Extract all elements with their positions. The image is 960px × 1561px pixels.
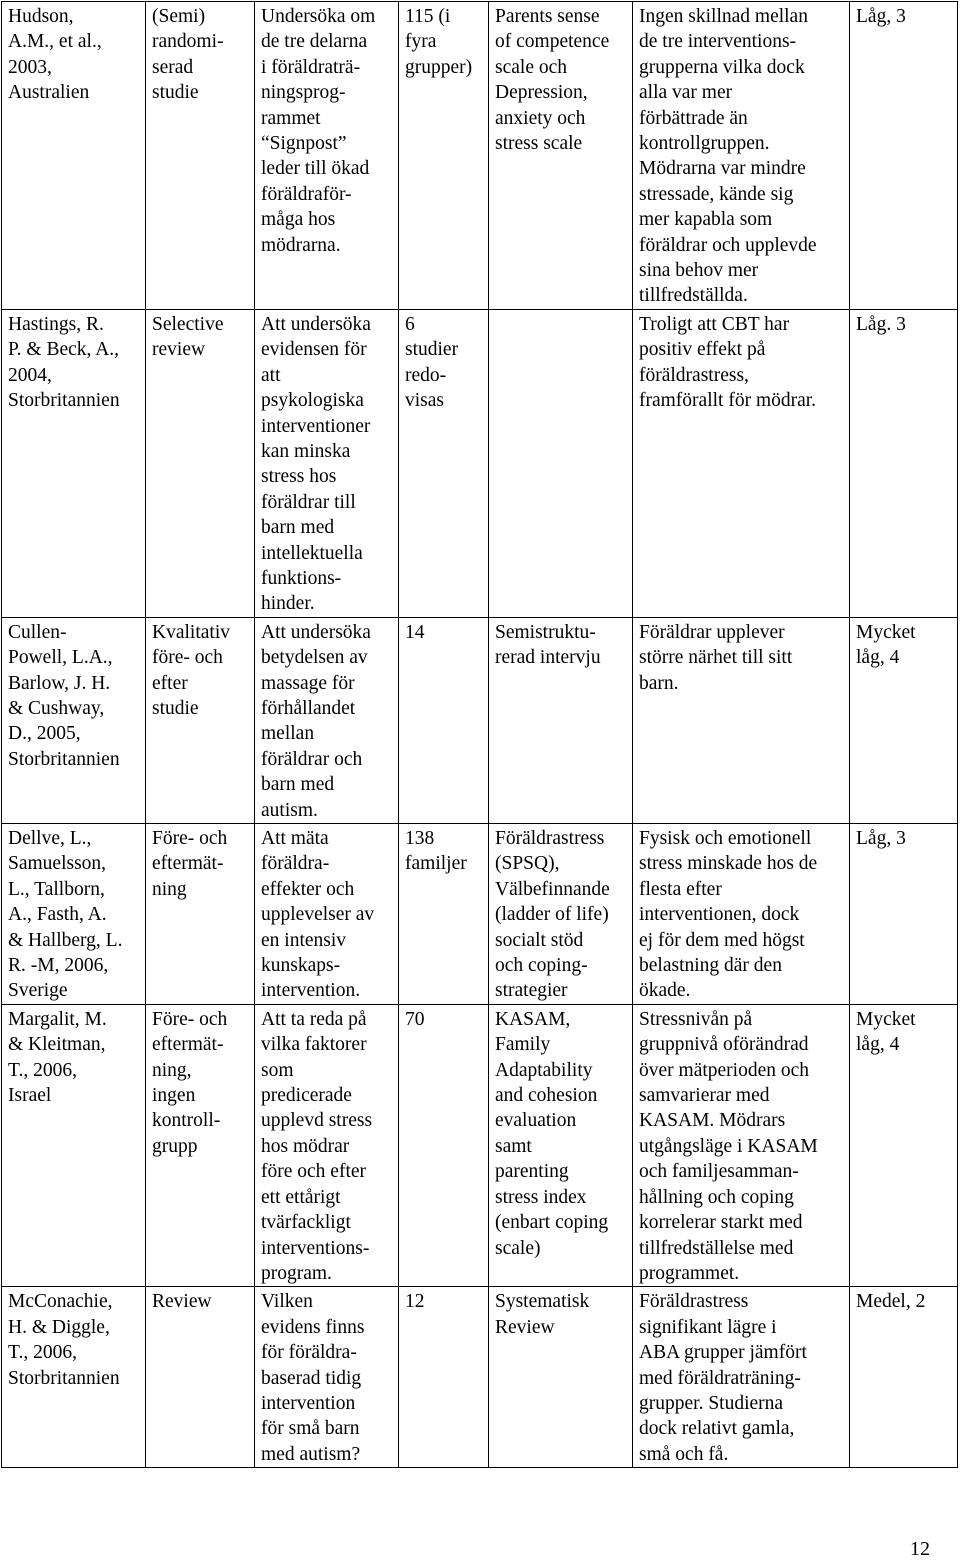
results-cell: Stressnivån på gruppnivå oförändrad över mätperioden och samvarierar med KASAM. Mödrars utgångsläge i KASAM och familjesamman- hållning och coping korrelerar starkt med tillfredställelse med programmet. xyxy=(633,1004,850,1286)
page-number: 12 xyxy=(910,1538,930,1560)
quality-cell: Låg, 3 xyxy=(850,2,958,310)
quality-cell: Mycket låg, 4 xyxy=(850,617,958,823)
design-cell: Före- och eftermät- ning, ingen kontroll- grupp xyxy=(146,1004,255,1286)
design-cell: Selective review xyxy=(146,309,255,617)
quality-cell: Mycket låg, 4 xyxy=(850,1004,958,1286)
design-cell: Före- och eftermät- ning xyxy=(146,824,255,1005)
results-cell: Ingen skillnad mellan de tre interventions- grupperna vilka dock alla var mer förbättrade än kontrollgruppen. Mödrarna var mindre stressade, kände sig mer kapabla som föräldrar och upplevde sina behov mer tillfredställda. xyxy=(633,2,850,310)
table-row xyxy=(2,617,958,823)
measures-cell: Föräldrastress (SPSQ), Välbefinnande (ladder of life) socialt stöd och coping- strategier xyxy=(489,824,633,1005)
design-cell: Kvalitativ före- och efter studie xyxy=(146,617,255,823)
measures-cell: Semistruktu- rerad intervju xyxy=(489,617,633,823)
table-row xyxy=(2,1004,958,1286)
results-cell: Föräldrar upplever större närhet till sitt barn. xyxy=(633,617,850,823)
sample-cell: 6 studier redo- visas xyxy=(399,309,489,617)
aim-cell: Att ta reda på vilka faktorer som predicerade upplevd stress hos mödrar före och efter ett ettårigt tvärfackligt interventions- program. xyxy=(255,1004,399,1286)
author-cell: Hudson, A.M., et al., 2003, Australien xyxy=(2,2,146,310)
design-cell: Review xyxy=(146,1287,255,1468)
table-row xyxy=(2,309,958,617)
aim-cell: Att mäta föräldra- effekter och upplevelser av en intensiv kunskaps- intervention. xyxy=(255,824,399,1005)
aim-cell: Vilken evidens finns för föräldra- baserad tidig intervention för små barn med autism? xyxy=(255,1287,399,1468)
measures-cell: Parents sense of competence scale och Depression, anxiety och stress scale xyxy=(489,2,633,310)
quality-cell: Låg, 3 xyxy=(850,824,958,1005)
sample-cell: 14 xyxy=(399,617,489,823)
table-row xyxy=(2,2,958,310)
author-cell: Hastings, R. P. & Beck, A., 2004, Storbritannien xyxy=(2,309,146,617)
quality-cell: Låg. 3 xyxy=(850,309,958,617)
measures-cell: KASAM, Family Adaptability and cohesion evaluation samt parenting stress index (enbart coping scale) xyxy=(489,1004,633,1286)
design-cell: (Semi) randomi- serad studie xyxy=(146,2,255,310)
aim-cell: Att undersöka evidensen för att psykologiska interventioner kan minska stress hos föräldrar till barn med intellektuella funktions- hinder. xyxy=(255,309,399,617)
author-cell: McConachie, H. & Diggle, T., 2006, Storbritannien xyxy=(2,1287,146,1468)
aim-cell: Att undersöka betydelsen av massage för förhållandet mellan föräldrar och barn med autism. xyxy=(255,617,399,823)
results-cell: Fysisk och emotionell stress minskade hos de flesta efter interventionen, dock ej för dem med högst belastning där den ökade. xyxy=(633,824,850,1005)
table-row xyxy=(2,1287,958,1468)
author-cell: Cullen- Powell, L.A., Barlow, J. H. & Cushway, D., 2005, Storbritannien xyxy=(2,617,146,823)
quality-cell: Medel, 2 xyxy=(850,1287,958,1468)
measures-cell xyxy=(489,309,633,617)
results-cell: Föräldrastress signifikant lägre i ABA grupper jämfört med föräldraträning- grupper. Studierna dock relativt gamla, små och få. xyxy=(633,1287,850,1468)
study-review-table xyxy=(1,1,958,1468)
sample-cell: 138 familjer xyxy=(399,824,489,1005)
results-cell: Troligt att CBT har positiv effekt på föräldrastress, framförallt för mödrar. xyxy=(633,309,850,617)
sample-cell: 115 (i fyra grupper) xyxy=(399,2,489,310)
sample-cell: 70 xyxy=(399,1004,489,1286)
author-cell: Dellve, L., Samuelsson, L., Tallborn, A., Fasth, A. & Hallberg, L. R. -M, 2006, Sverige xyxy=(2,824,146,1005)
author-cell: Margalit, M. & Kleitman, T., 2006, Israel xyxy=(2,1004,146,1286)
sample-cell: 12 xyxy=(399,1287,489,1468)
measures-cell: Systematisk Review xyxy=(489,1287,633,1468)
aim-cell: Undersöka om de tre delarna i föräldraträ- ningsprog- rammet “Signpost” leder till ökad föräldraför- måga hos mödrarna. xyxy=(255,2,399,310)
table-row xyxy=(2,824,958,1005)
